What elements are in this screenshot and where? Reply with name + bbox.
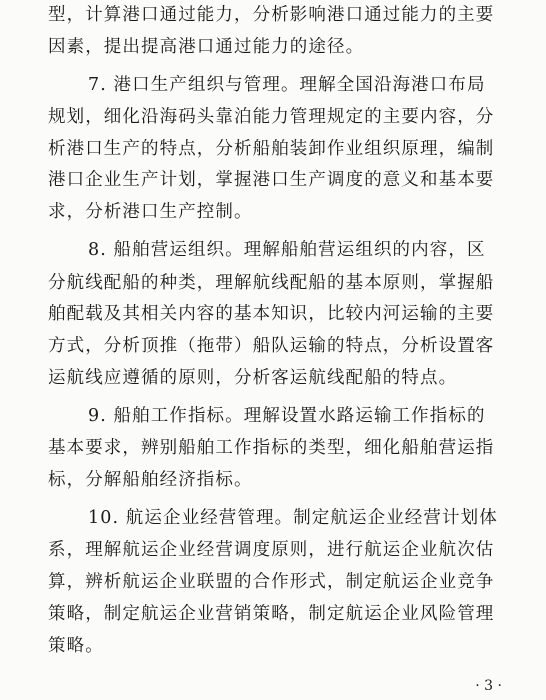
section-heading-line: 10. 航运企业经营管理。制定航运企业经营计划体 [88, 508, 498, 528]
text-line: 策略。 [48, 636, 104, 656]
section-heading-line: 8. 船舶营运组织。理解船舶营运组织的内容，区 [88, 240, 486, 260]
text-line: 标，分解船舶经济指标。 [48, 470, 253, 490]
text-line: 型，计算港口通过能力，分析影响港口通过能力的主要 [48, 5, 495, 25]
text-line: 求，分析港口生产控制。 [48, 202, 253, 222]
text-line: 港口企业生产计划，掌握港口生产调度的意义和基本要 [48, 170, 495, 190]
text-line: 基本要求，辨别船舶工作指标的类型，细化船舶营运指 [48, 438, 495, 458]
text-line: 规划，细化沿海码头靠泊能力管理规定的主要内容，分 [48, 107, 495, 127]
text-line: 系，理解航运企业经营调度原则，进行航运企业航次估 [48, 540, 495, 560]
text-line: 运航线应遵循的原则，分析客运航线配船的特点。 [48, 368, 458, 388]
text-line: 分航线配船的种类，理解航线配船的基本原则，掌握船 [48, 273, 495, 293]
text-line: 因素，提出提高港口通过能力的途径。 [48, 37, 365, 57]
text-line: 策略，制定航运企业营销策略，制定航运企业风险管理 [48, 604, 495, 624]
text-line: 析港口生产的特点，分析船舶装卸作业组织原理，编制 [48, 139, 495, 159]
text-line: 算，辨析航运企业联盟的合作形式，制定航运企业竞争 [48, 572, 495, 592]
section-heading-line: 7. 港口生产组织与管理。理解全国沿海港口布局 [88, 75, 486, 95]
text-line: 舶配载及其相关内容的基本知识，比较内河运输的主要 [48, 304, 495, 324]
section-heading-line: 9. 船舶工作指标。理解设置水路运输工作指标的 [88, 406, 486, 426]
page-number: · 3 · [475, 678, 502, 694]
text-line: 方式，分析顶推（拖带）船队运输的特点，分析设置客 [48, 336, 495, 356]
